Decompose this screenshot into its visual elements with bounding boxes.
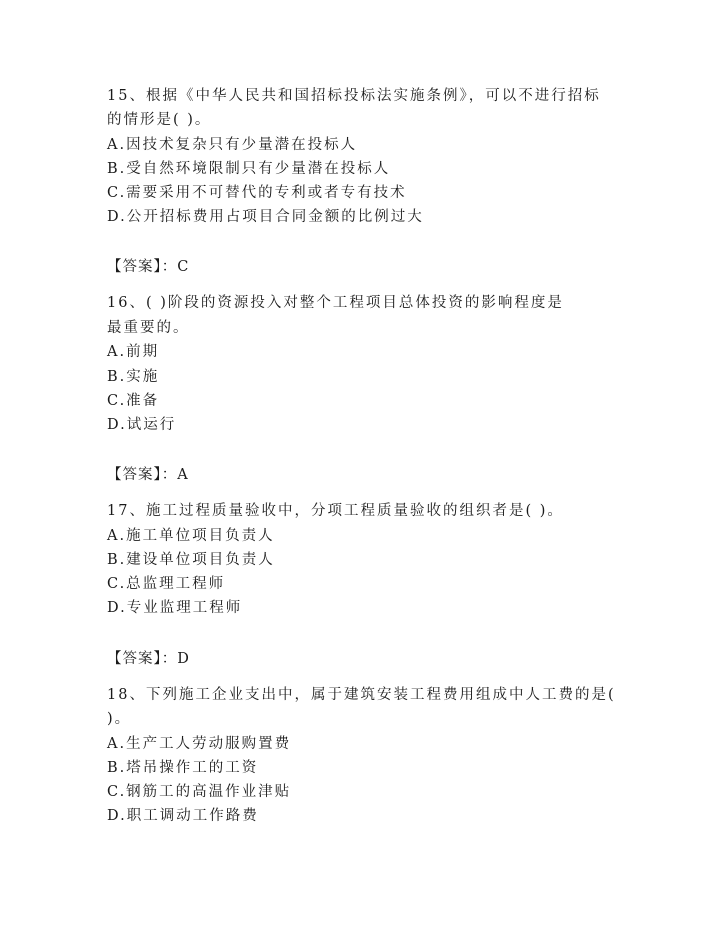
question-17-stem-line-1: 17、施工过程质量验收中，分项工程质量验收的组织者是( )。 — [107, 503, 564, 519]
question-18-option-c: C.钢筋工的高温作业津贴 — [107, 784, 292, 800]
question-16-option-d: D.试运行 — [107, 417, 177, 433]
question-15-option-b: B.受自然环境限制只有少量潜在投标人 — [107, 161, 391, 177]
question-16-option-c: C.准备 — [107, 393, 160, 409]
question-15-option-d: D.公开招标费用占项目合同金额的比例过大 — [107, 209, 424, 225]
question-15-stem-line-2: 的情形是( )。 — [107, 112, 212, 128]
question-15-answer: 【答案】：C — [107, 259, 190, 275]
question-16-option-a: A.前期 — [107, 344, 160, 360]
question-17-option-c: C.总监理工程师 — [107, 576, 226, 592]
question-18-stem-line-1: 18、下列施工企业支出中，属于建筑安装工程费用组成中人工费的是( — [107, 687, 616, 703]
question-18-stem-line-2: )。 — [107, 711, 132, 727]
question-15-option-c: C.需要采用不可替代的专利或者专有技术 — [107, 185, 407, 201]
question-18-option-a: A.生产工人劳动服购置费 — [107, 736, 292, 752]
question-16-answer: 【答案】：A — [107, 467, 189, 483]
question-17-option-b: B.建设单位项目负责人 — [107, 552, 275, 568]
question-18-option-b: B.塔吊操作工的工资 — [107, 760, 259, 776]
question-17-option-a: A.施工单位项目负责人 — [107, 528, 275, 544]
question-17-option-d: D.专业监理工程师 — [107, 600, 243, 616]
question-16-stem-line-2: 最重要的。 — [107, 320, 190, 336]
question-17-answer: 【答案】：D — [107, 651, 190, 667]
question-16-option-b: B.实施 — [107, 369, 160, 385]
question-15-option-a: A.因技术复杂只有少量潜在投标人 — [107, 137, 358, 153]
question-16-stem-line-1: 16、( )阶段的资源投入对整个工程项目总体投资的影响程度是 — [107, 295, 564, 311]
question-18-option-d: D.职工调动工作路费 — [107, 808, 259, 824]
question-15-stem-line-1: 15、根据《中华人民共和国招标投标法实施条例》，可以不进行招标 — [107, 88, 601, 104]
